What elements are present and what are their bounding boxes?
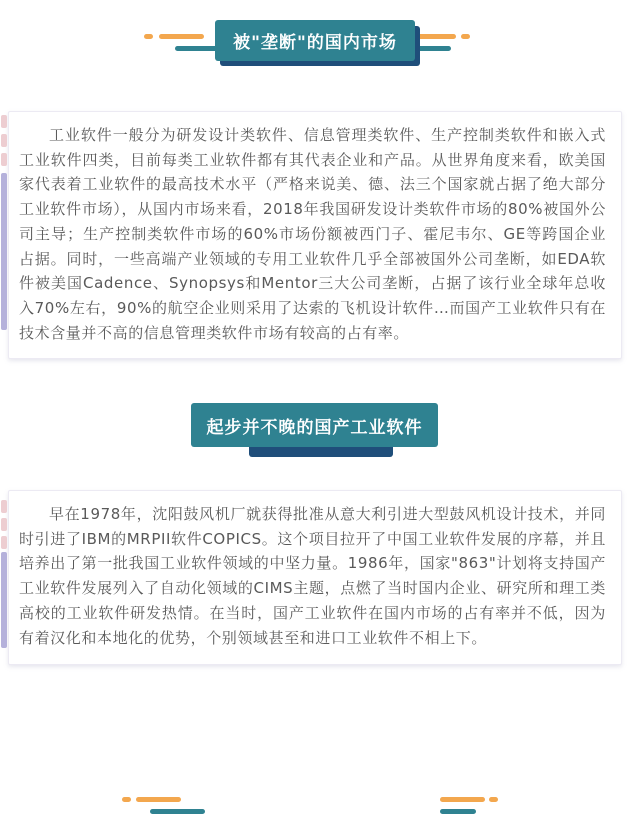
article-paragraph: 早在1978年，沈阳鼓风机厂就获得批准从意大利引进大型鼓风机设计技术，并同时引进了IBM的MRPII软件COPICS。这个项目拉开了中国工业软件发展的序幕，并且培养出了第一批我国工业软件领域的中坚力量。1986年，国家"863"计划将支持国产工业软件发展列入了自动化领域的CIMS主题，点燃了当时国内企业、研究所和理工类高校的工业软件研发热情。在当时，国产工业软件在国内市场的占有率并不低，因为有着汉化和本地化的优势，个别领域甚至和进口工业软件不相上下。 — [19, 505, 606, 647]
section-title: 被"垄断"的国内市场 — [233, 33, 397, 53]
card-left-rail-lavender-bar — [1, 173, 7, 330]
banner-right-orange-dot — [489, 797, 498, 802]
card-left-rail-pink-dash — [1, 115, 7, 128]
banner-left-teal-line — [150, 809, 205, 814]
card-left-rail-pink-dash — [1, 134, 7, 147]
card-left-rail-pink-dash — [1, 536, 7, 549]
banner-left-orange-dot — [122, 797, 131, 802]
article-card-domestic-market — [8, 111, 622, 359]
section-banner-domestic-software — [0, 380, 627, 470]
banner-right-orange-dot — [461, 34, 470, 39]
banner-left-orange-line — [136, 797, 181, 802]
banner-right-teal-line — [417, 46, 451, 51]
card-left-rail-pink-dash — [1, 153, 7, 166]
banner-left-orange-dot — [144, 34, 153, 39]
card-left-rail-lavender-bar — [1, 552, 7, 648]
section-title: 起步并不晚的国产工业软件 — [206, 417, 423, 438]
card-left-rail-pink-dash — [1, 518, 7, 531]
section-title-banner — [191, 403, 438, 447]
article-paragraph: 工业软件一般分为研发设计类软件、信息管理类软件、生产控制类软件和嵌入式工业软件四类，目前每类工业软件都有其代表企业和产品。从世界角度来看，欧美国家代表着工业软件的最高技术水平（严格来说美、德、法三个国家就占据了绝大部分工业软件市场），从国内市场来看，2018年我国研发设计类软件市场的80%被国外公司主导；生产控制类软件市场的60%市场份额被西门子、霍尼韦尔、GE等跨国企业占据。同时，一些高端产业领域的专用工业软件几乎全部被国外公司垄断，如EDA软件被美国Cadence、Synopsys和Mentor三大公司垄断，占据了该行业全球年总收入70%左右，90%的航空企业则采用了达索的飞机设计软件…而国产工业软件只有在技术含量并不高的信息管理类软件市场有较高的占有率。 — [19, 126, 606, 342]
section-title-banner — [215, 20, 415, 61]
banner-right-orange-line — [440, 797, 485, 802]
article-card-domestic-software — [8, 490, 622, 665]
banner-left-orange-line — [159, 34, 204, 39]
banner-right-orange-line — [417, 34, 456, 39]
card-left-rail-pink-dash — [1, 500, 7, 513]
section-banner-domestic-market — [0, 0, 627, 90]
banner-right-teal-line — [440, 809, 476, 814]
